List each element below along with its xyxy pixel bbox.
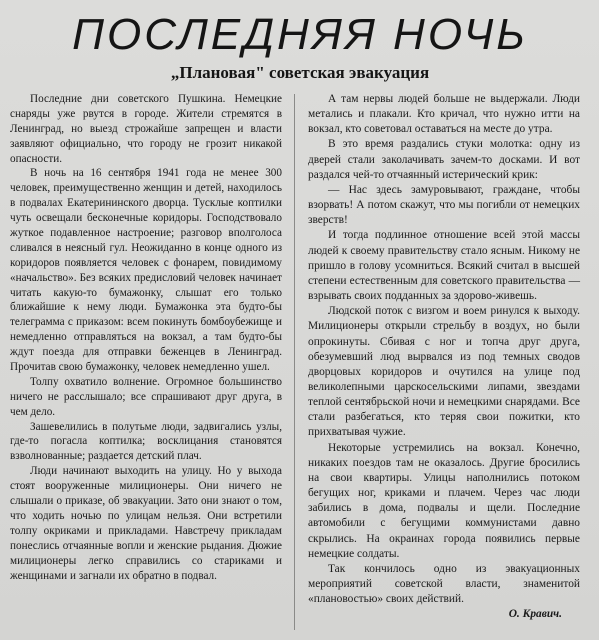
paragraph: Толпу охватило волнение. Огромное большинство ничего не расслышало; все спрашивают друг друга, в чем дело. [10,375,282,418]
paragraph: Люди начинают выходить на улицу. Но у выхода стоят вооруженные милиционеры. Они ничего не слышали о приказе, об эвакуации. Зато они знают о том, что ходить ночью по улицам нельзя. Они встретили толпу окриками и прикладами. Навстречу прикладам понеслись отчаянные вопли и женские рыдания. Дюжие милиционеры легко справились со стариками и женщинами и загнали их обратно в подвал. [10,465,282,582]
author-signature: О. Кравич. [508,608,562,621]
paragraph: Некоторые устремились на вокзал. Конечно, никаких поездов там не оказалось. Другие бросились на свои квартиры. Улицы наполнились потоком бегущих ног, криками и плачем. Через час люди забились в дома, подвалы и щели. Последние автомобили с бегущими коммунистами давно скрылись. На окраинах города появились первые немецкие солдаты. [308,441,580,560]
paragraph: В это время раздались стуки молотка: одну из дверей стали заколачивать зачем-то досками. И вот раздался чей-то отчаянный истерический крик: [308,138,580,181]
column-divider [294,94,295,630]
paragraph: Людской поток с визгом и воем ринулся к выходу. Милиционеры открыли стрельбу в воздух, но были опрокинуты. Сбивая с ног и топча друг друга, обезумевший люд вырвался из под темных сводов дворцовых коридоров и очутился на улице под великолепными царскосельскими липами, звездами теплой сентябрьской ночи и немецкими снарядами. Все стали разбегаться, кто теряя свои пожитки, кто прихватывая чужие. [308,305,580,439]
paragraph: Так кончилось одно из эвакуационных мероприятий советской власти, знаменитой «плановостью» своих действий. [308,562,580,606]
article-subtitle: „Плановая" советская эвакуация [170,63,430,82]
article-title: ПОСЛЕДНЯЯ НОЧЬ [72,10,528,59]
right-column [308,92,580,622]
paragraph: Зашевелились в полутьме люди, задвигались узлы, где-то погасла коптилка; восклицания становятся взволнованные; раздается детский плач. [10,420,282,463]
left-column [10,92,282,583]
paragraph: — Нас здесь замуровывают, граждане, чтобы взорвать! А потом скажут, что мы погибли от немецких зверств! [308,183,580,227]
paragraph: В ночь на 16 сентября 1941 года не менее 300 человек, преимущественно женщин и детей, находилось в подвалах Екатерининского дворца. Тусклые коптилки чуть освещали бесконечные коридоры. Господствовало жуткое подавленное настроение; разговор вполголоса сливался в неясный гул. Неожиданно в конце одного из коридоров появляется человек с фонарем, повидимому «начальство». Без всяких предисловий человек начинает читать какую-то бумажонку, слышат его только ближайшие к нему люди. Бумажонка эта будто-бы телеграмма с приказом: всем покинуть бомбоубежище и немедленно отправляться на вокзал, а там будто-бы ждут поезда для отправки беженцев в Ленинград. Прочитав свою бумажонку, человек немедленно ушел. [10,167,282,374]
paragraph: И тогда подлинное отношение всей этой массы людей к своему правительству стало ясным. Никому не пришло в голову усомниться. Всякий считал в высшей степени естественным для советского правительства — взрывать своих подданных за здорово-живешь. [308,229,580,303]
paragraph: А там нервы людей больше не выдержали. Люди метались и плакали. Кто кричал, что нужно итти на вокзал, кто советовал оставаться на месте до утра. [308,93,580,136]
paragraph: Последние дни советского Пушкина. Немецкие снаряды уже рвутся в городе. Жители стремятся в Ленинград, но выезд строжайше запрещен и власти заявляют официально, что городу не грозит никакой опасности. [10,93,282,165]
